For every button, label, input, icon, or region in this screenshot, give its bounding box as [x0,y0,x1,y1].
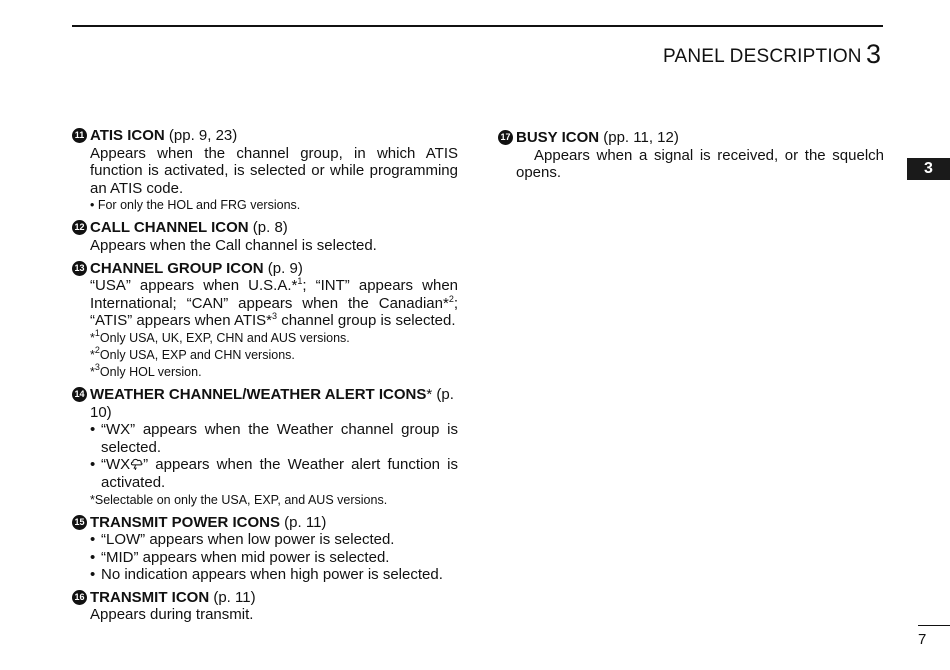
item-note: • For only the HOL and FRG versions. [90,198,301,213]
footnote-3: *$^3$Only HOL version. [90,361,202,379]
item-transmit-power-icons [72,514,458,584]
footnote-1: *$^1$Only USA, UK, EXP, CHN and AUS versions. [90,327,350,345]
bullet-item: • “LOW” appears when low power is selected. [90,531,458,549]
section-title: PANEL DESCRIPTION [663,46,862,67]
item-number-badge: 14 [72,387,87,402]
item-call-channel-icon [72,219,458,254]
footer-rule [918,625,950,626]
item-description: Appears when the channel group, in which ATIS function is activated, is selected or while programming an ATIS code. [90,144,458,197]
item-description: Appears when the Call channel is selected. [90,236,377,254]
item-description: “USA” appears when U.S.A.*$^1$; “INT” appears when International; “CAN” appears when the Canadian*$^2$; “ATIS” appears when ATIS*$^3$ channel group is selected. [90,276,458,330]
item-transmit-icon [72,589,458,624]
item-title: CALL CHANNEL ICON (p. 8) [90,219,288,237]
item-title: CHANNEL GROUP ICON (p. 9) [90,259,303,277]
item-description: Appears when a signal is received, or the squelch opens. [516,146,884,182]
section-number: 3 [866,39,882,69]
item-description: Appears during transmit. [90,606,254,624]
item-title: BUSY ICON (pp. 11, 12) [516,129,679,146]
footnote-2: *$^2$Only USA, EXP and CHN versions. [90,344,295,362]
right-column [498,129,884,187]
item-number-badge: 17 [498,130,513,145]
bullet-item: • “WX” appears when the Weather channel group is selected. [90,421,458,456]
item-busy-icon [498,129,884,182]
header-rule [72,25,883,27]
bullet-item: • No indication appears when high power is selected. [90,566,458,584]
left-column [72,127,458,629]
item-title: ATIS ICON (pp. 9, 23) [90,127,238,144]
item-atis-icon [72,127,458,214]
item-title: TRANSMIT POWER ICONS (p. 11) [90,513,327,531]
item-number-badge: 13 [72,261,87,276]
item-weather-icons [72,386,458,509]
item-title: TRANSMIT ICON (p. 11) [90,588,256,606]
section-side-tab: 3 [907,158,950,180]
item-number-badge: 11 [72,128,87,143]
bullet-item: • “WX ” appears when the Weather alert function is activated. [90,456,458,491]
item-channel-group-icon [72,260,458,381]
item-title: WEATHER CHANNEL/WEATHER ALERT ICONS* (p. 10) [90,385,454,421]
weather-alert-icon [130,457,143,470]
item-number-badge: 16 [72,590,87,605]
item-number-badge: 12 [72,220,87,235]
item-number-badge: 15 [72,515,87,530]
bullet-item: • “MID” appears when mid power is selected. [90,549,458,567]
page-number: 7 [918,631,927,648]
item-note: *Selectable on only the USA, EXP, and AUS versions. [90,492,388,507]
